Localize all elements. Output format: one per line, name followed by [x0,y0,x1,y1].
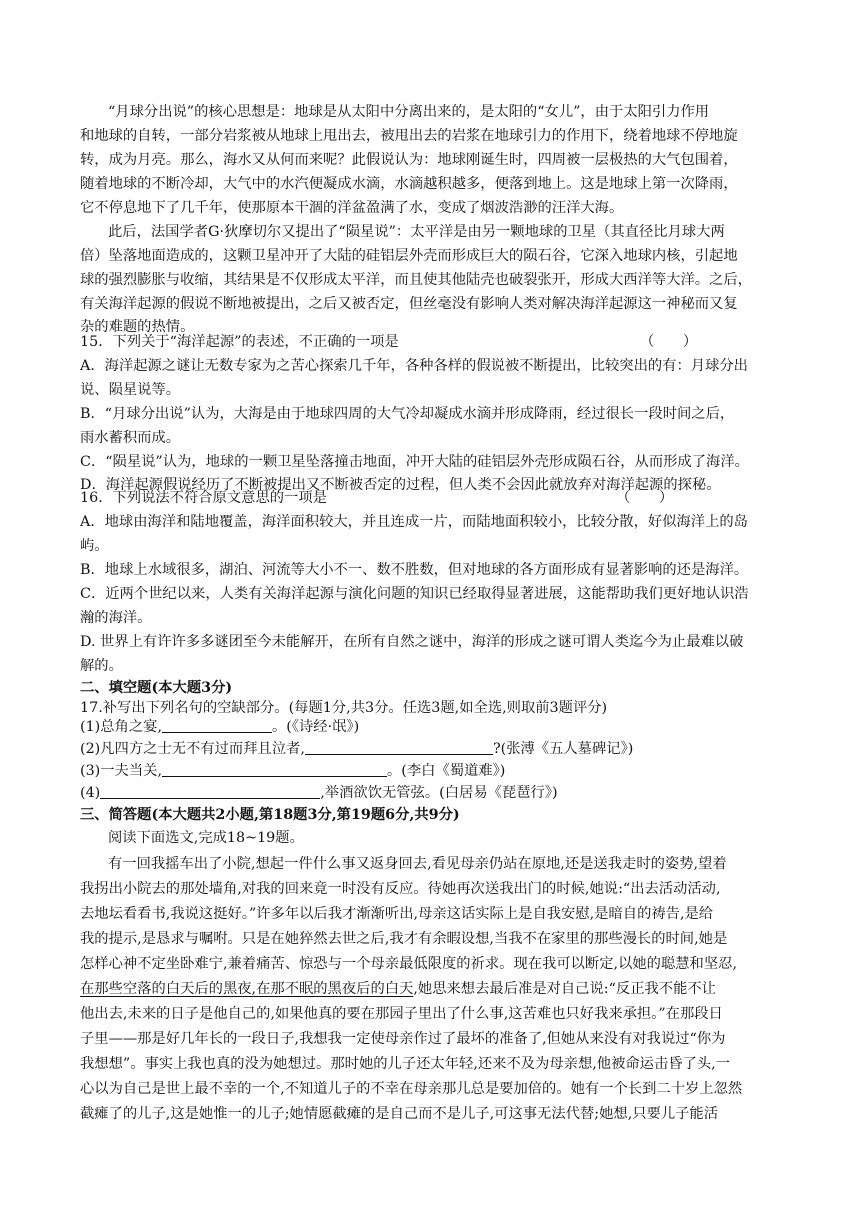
fill-prefix: (1)总角之宴, [80,719,162,735]
option-a-cont: 说、陨星说等。 [80,382,181,398]
fill-prefix: (4) [80,785,101,801]
fill-prefix: (2)凡四方之士无不有过而拜且泣者, [80,741,305,757]
question-17-stem: 17.补写出下列名句的空缺部分。(每题1分,共3分。任选3题,如全选,则取前3题评分) [80,700,608,716]
reading-line: 有一回我摇车出了小院,想起一件什么事又返身回去,看见母亲仍站在原地,还是送我走时的姿势,望着 [108,856,727,872]
blank-field[interactable] [100,783,320,799]
passage-line: 球的强烈膨胀与收缩，其结果是不仅形成太平洋，而且使其他陆壳也破裂张开，形成大西洋等大洋。之后， [80,272,752,288]
underlined-sentence: 在那些空落的白天后的黑夜,在那不眠的黑夜后的白天 [80,981,414,997]
passage-line: 和地球的自转，一部分岩浆被从地球上甩出去，被甩出去的岩浆在地球引力的作用下，绕着地球不停地旋 [80,128,738,144]
fill-item-4 [80,782,558,804]
reading-line: 我的提示,是恳求与嘱咐。只是在她猝然去世之后,我才有余暇设想,当我不在家里的那些漫长的时间,她是 [80,931,728,947]
passage-line: 倍）坠落地面造成的，这颗卫星冲开了大陆的硅铝层外壳而形成巨大的陨石谷，它深入地球内核，引起地 [80,248,738,264]
option-c[interactable]: C．近两个世纪以来，人类有关海洋起源与演化问题的知识已经取得显著进展，这能帮助我们更好地认识浩 [80,586,749,602]
reading-text: ,她思来想去最后准是对自己说:“反正我不能不让 [413,981,716,997]
answer-parentheses[interactable]: （ ） [640,334,698,350]
option-b-cont: 雨水蓄积而成。 [80,430,181,446]
passage-line: 转，成为月亮。那么，海水又从何而来呢？此假说认为：地球刚诞生时，四周被一层极热的大气包围着， [80,152,738,168]
fill-suffix: 。(《诗经·氓》) [271,719,360,735]
fill-item-3 [80,760,505,782]
question-15-stem: 15．下列关于“海洋起源”的表述，不正确的一项是 [80,334,399,350]
reading-intro: 阅读下面选文,完成18~19题。 [108,830,304,846]
reading-line: 怎样心神不定坐卧难宁,兼着痛苦、惊恐与一个母亲最低限度的祈求。现在我可以断定,以她的聪慧和坚忍, [80,956,737,972]
passage-line: 它不停息地下了几千年，使那原本干涸的洋盆盈满了水，变成了烟波浩渺的汪洋大海。 [80,200,624,216]
section-heading: 三、简答题(本大题共2小题,第18题3分,第19题6分,共9分) [80,807,460,823]
fill-item-2 [80,738,633,760]
fill-prefix: (3)一夫当关, [80,763,162,779]
question-16-stem: 16．下列说法不符合原文意思的一项是 [80,490,327,506]
reading-line: 他出去,未来的日子是他自己的,如果他真的要在那园子里出了什么事,这苦难也只好我来承担。”在那段日 [80,1006,723,1022]
fill-suffix: ,举酒欲饮无管弦。(白居易《琵琶行》) [320,785,558,801]
passage-line: 随着地球的不断冷却，大气中的水汽便凝成水滴，水滴越积越多，便落到地上。这是地球上第一次降雨， [80,176,738,192]
option-b[interactable]: B．“月球分出说”认为，大海是由于地球四周的大气冷却凝成水滴并形成降雨，经过很长一段时间之后， [80,406,735,422]
option-d[interactable]: D. 世界上有许许多多谜团至今未能解开，在所有自然之谜中，海洋的形成之谜可谓人类迄今为止最难以破 [80,634,744,650]
fill-suffix: 。(李白《蜀道难》) [386,763,506,779]
fill-item-1 [80,716,359,738]
option-c-cont: 瀚的海洋。 [80,610,152,626]
passage-line: 有关海洋起源的假说不断地被提出，之后又被否定，但丝毫没有影响人类对解决海洋起源这一神秘而又复 [80,296,738,312]
option-a-cont: 屿。 [80,538,109,554]
option-b[interactable]: B．地球上水域很多，湖泊、河流等大小不一、数不胜数，但对地球的各方面形成有显著影响的还是海洋。 [80,562,749,578]
reading-line: 我拐出小院去的那处墙角,对我的回来竟一时没有反应。待她再次送我出门的时候,她说:“出去活动活动, [80,881,721,897]
reading-line [80,978,716,1000]
fill-suffix: ?(张溥《五人墓碑记》) [492,741,634,757]
reading-line: 截瘫了的儿子,这是她惟一的儿子;她情愿截瘫的是自己而不是儿子,可这事无法代替;她想,只要儿子能活 [80,1106,719,1122]
option-d[interactable]: D．海洋起源假说经历了不断被提出又不断被否定的过程，但人类不会因此就放弃对海洋起源的探秘。 [80,477,721,493]
option-c[interactable]: C．“陨星说”认为，地球的一颗卫星坠落撞击地面，冲开大陆的硅铝层外壳形成陨石谷，从而形成了海洋。 [80,454,749,470]
option-a[interactable]: A．地球由海洋和陆地覆盖，海洋面积较大，并且连成一片，而陆地面积较小，比较分散，好似海洋上的岛 [80,514,748,530]
passage-line: “月球分出说”的核心思想是：地球是从太阳中分离出来的，是太阳的“女儿”，由于太阳引力作用 [108,104,710,120]
answer-parentheses[interactable]: （ ） [616,490,674,506]
blank-field[interactable] [305,739,493,755]
option-a[interactable]: A．海洋起源之谜让无数专家为之苦心探索几千年，各种各样的假说被不断提出，比较突出的有：月球分出 [80,358,748,374]
passage-line: 此后，法国学者G·狄摩切尔又提出了“陨星说”：太平洋是由另一颗地球的卫星（其直径比月球大两 [108,224,725,240]
option-d-cont: 解的。 [80,658,123,674]
section-heading: 二、填空题(本大题3分) [80,680,233,696]
blank-field[interactable] [162,761,387,777]
reading-line: 心以为自己是世上最不幸的一个,不知道儿子的不幸在母亲那儿总是要加倍的。她有一个长到二十岁上忽然 [80,1081,743,1097]
blank-field[interactable] [162,717,272,733]
reading-line: 我想想”。事实上我也真的没为她想过。那时她的儿子还太年轻,还来不及为母亲想,他被命运击昏了头,一 [80,1056,731,1072]
passage-line: 杂的难题的热情。 [80,319,195,335]
reading-line: 去地坛看看书,我说这挺好。”许多年以后我才渐渐听出,母亲这话实际上是自我安慰,是暗自的祷告,是给 [80,906,714,922]
reading-line: 子里——那是好几年长的一段日子,我想我一定使母亲作过了最坏的准备了,但她从来没有对我说过“你为 [80,1031,726,1047]
